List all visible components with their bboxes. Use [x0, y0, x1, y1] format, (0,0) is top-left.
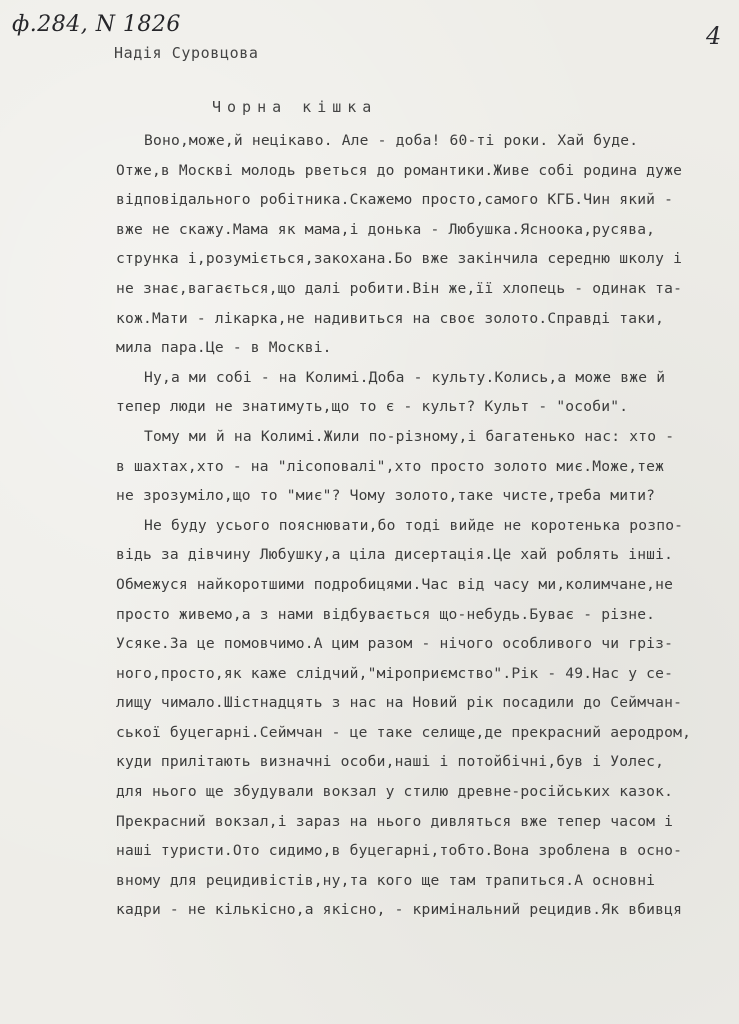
text-line: Тому ми й на Колимі.Жили по-різному,і багатенько нас: хто - [144, 427, 675, 445]
text-line: Воно,може,й нецікаво. Але - доба! 60-ті роки. Хай буде. [144, 132, 639, 149]
typewritten-body [116, 126, 736, 925]
text-line: Ну,а ми собі - на Колимі.Доба - культу.Колись,а може вже й [144, 368, 666, 386]
text-line: вже не скажу.Мама як мама,і донька - Любушка.Ясноока,русява, [116, 220, 656, 238]
archive-handwritten-mark: ф.284, N 1826 [12, 12, 181, 37]
text-line: лищу чимало.Шістнадцять з нас на Новий рік посадили до Сеймчан- [116, 694, 683, 712]
story-title: Чорна кішка [212, 98, 378, 116]
text-line: Прекрасний вокзал,і зараз на нього дивляться вже тепер часом і [116, 812, 674, 830]
author-name: Надія Суровцова [114, 44, 259, 62]
text-line: тепер люди не знатимуть,що то є - культ? Культ - "особи". [116, 398, 629, 416]
text-line: вному для рецидивістів,ну,та кого ще там трапиться.А основні [116, 871, 656, 889]
page-number: 4 [706, 22, 722, 50]
text-line: відповідального робітника.Скажемо просто,самого КГБ.Чин який - [116, 191, 674, 209]
text-line: Усяке.За це помовчимо.А цим разом - нічого особливого чи гріз- [116, 635, 674, 653]
text-line: Не буду усього пояснювати,бо тоді вийде не коротенька розпо- [144, 516, 684, 534]
text-line: наші туристи.Ото сидимо,в буцегарні,тобто.Вона зроблена в осно- [116, 842, 683, 860]
text-line: відь за дівчину Любушку,а ціла дисертація.Це хай роблять інші. [116, 546, 674, 564]
text-line: в шахтах,хто - на "лісоповалі",хто просто золото миє.Може,теж [116, 457, 665, 475]
text-line: просто живемо,а з нами відбувається що-небудь.Буває - різне. [116, 605, 656, 623]
text-line: ного,просто,як каже слідчий,"міроприємство".Рік - 49.Нас у се- [116, 664, 674, 682]
text-line: кож.Мати - лікарка,не надивиться на своє золото.Справді таки, [116, 309, 665, 327]
text-line: не знає,вагається,що далі робити.Він же,її хлопець - одинак та- [116, 279, 683, 297]
text-line: струнка і,розуміється,закохана.Бо вже закінчила середню школу і [116, 250, 683, 268]
text-line: для нього ще збудували вокзал у стилю древне-російських казок. [116, 783, 674, 801]
text-line: мила пара.Це - в Москві. [116, 339, 332, 357]
text-line: кадри - не кількісно,а якісно, - кримінальний рецидив.Як вбивця [116, 901, 683, 919]
text-line: ської буцегарні.Сеймчан - це таке селище,де прекрасний аеродром, [116, 723, 692, 741]
text-line: куди прилітають визначні особи,наші і потойбічні,був і Уолес, [116, 753, 665, 771]
text-line: Обмежуся найкоротшими подробицями.Час від часу ми,колимчане,не [116, 575, 674, 593]
text-line: не зрозуміло,що то "миє"? Чому золото,таке чисте,треба мити? [116, 487, 656, 505]
text-line: Отже,в Москві молодь рветься до романтики.Живе собі родина дуже [116, 161, 683, 179]
